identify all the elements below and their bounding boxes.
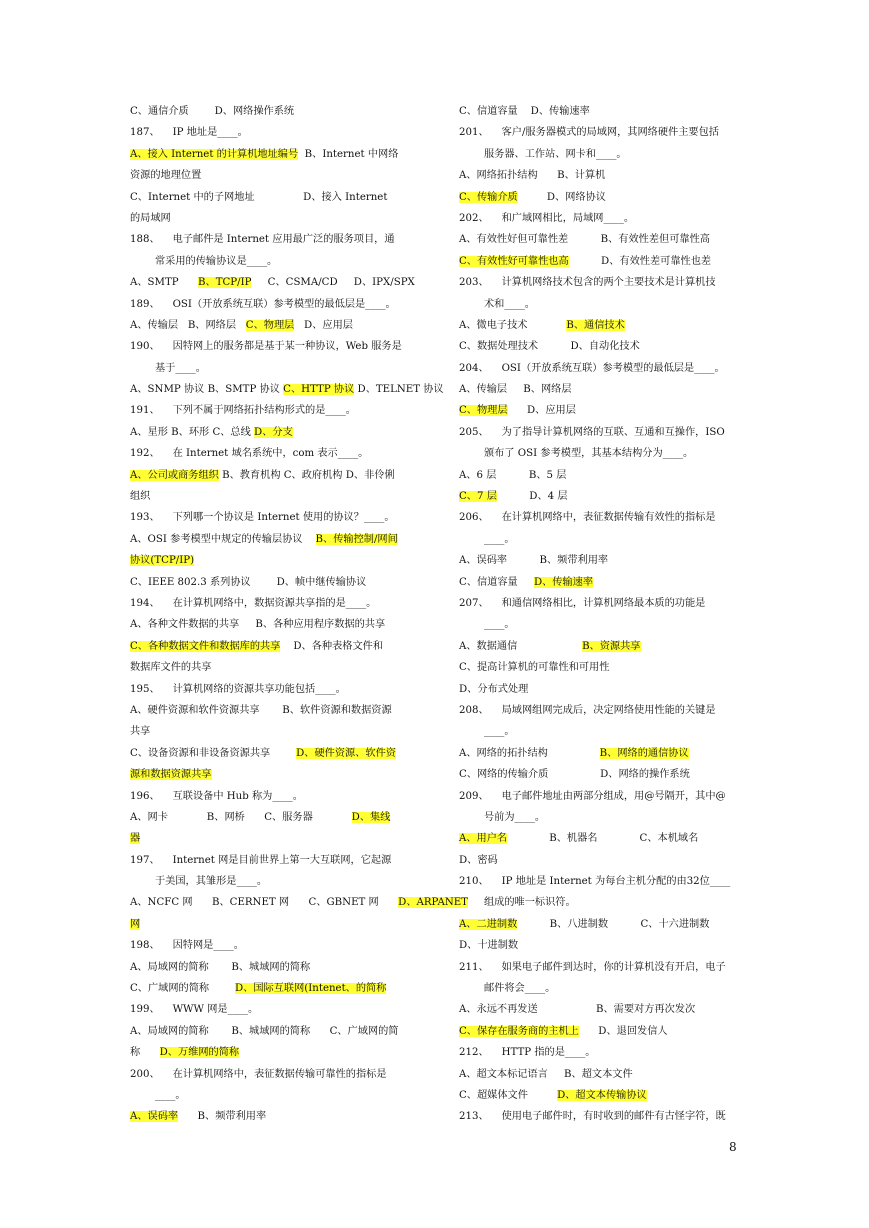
text-segment: ____。 [484,619,515,631]
text-segment: D、应用层 [507,405,576,417]
text-line [130,1042,411,1063]
text-line [130,336,411,357]
text-line [130,208,411,229]
text-line [459,957,739,978]
text-segment: C、IEEE 802.3 系列协议 D、帧中继传输协议 [130,576,367,588]
text-line [130,272,415,293]
text-line [130,422,411,443]
text-segment: A、NCFC 网 B、CERNET 网 C、GBNET 网 [130,897,399,909]
text-line [459,144,739,165]
text-line [459,379,739,400]
text-segment: 服务器、工作站、网卡和____。 [484,148,627,160]
text-line [130,465,411,486]
text-line [459,165,739,186]
text-segment: 号前为____。 [484,811,546,823]
highlighted-answer: C、有效性好可靠性也高 [459,255,569,267]
text-line [459,721,739,742]
text-segment: 193、 下列哪一个协议是 Internet 使用的协议？____。 [130,512,395,524]
text-line [459,550,739,571]
text-line [459,1106,739,1127]
highlighted-answer: B、网络的通信协议 [599,747,689,759]
text-line [130,850,411,871]
text-segment: B、频带利用率 [178,1111,267,1123]
text-segment: 的局域网 [130,212,171,224]
text-segment: 200、 在计算机网络中，表征数据传输可靠性的指标是 [130,1068,387,1080]
text-line [130,443,411,464]
text-line [459,187,739,208]
highlighted-answer: A、二进制数 [459,918,518,930]
text-line [459,101,739,122]
text-segment: C、提高计算机的可靠性和可用性 [459,662,610,674]
highlighted-answer: D、集线 [351,811,391,823]
text-segment: A、各种文件数据的共享 B、各种应用程序数据的共享 [130,619,386,631]
highlighted-answer: C、HTTP 协议 [283,384,355,396]
text-line [130,914,411,935]
text-segment: 192、 在 Internet 域名系统中，com 表示____。 [130,448,369,460]
page-number: 8 [729,1140,737,1154]
text-segment: 194、 在计算机网络中，数据资源共享指的是____。 [130,597,377,609]
text-line [459,122,739,143]
text-line [459,593,739,614]
text-segment: 199、 WWW 网是____。 [130,1004,259,1016]
text-segment: ____。 [155,1089,186,1101]
text-line [130,122,411,143]
text-line [130,315,411,336]
text-segment: 205、 为了指导计算机网络的互联、互通和互操作，ISO [459,426,725,438]
text-line [130,679,411,700]
text-segment: 邮件将会____。 [484,983,556,995]
text-line [459,999,739,1020]
text-line [130,786,411,807]
text-line [459,657,739,678]
text-line [130,721,411,742]
text-segment: 209、 电子邮件地址由两部分组成，用@号隔开，其中@ [459,790,726,802]
highlighted-answer: A、公司或商务组织 [130,469,219,481]
highlighted-answer: C、7 层 [459,491,497,503]
text-segment: A、传输层 B、网络层 [459,384,572,396]
text-segment: 198、 因特网是____。 [130,940,244,952]
text-line [459,828,739,849]
text-line [459,807,739,828]
text-segment: B、教育机构 C、政府机构 D、非伶俐 [218,469,395,481]
text-segment: 211、 如果电子邮件到达时，你的计算机没有开启，电子 [459,961,726,973]
text-line [459,914,739,935]
highlighted-answer: D、超文本传输协议 [557,1089,647,1101]
text-segment: 共享 [130,726,151,738]
highlighted-answer: A、用户名 [459,833,508,845]
text-line [459,272,739,293]
highlighted-answer: B、TCP/IP [198,277,252,289]
text-line [459,871,739,892]
text-line [459,935,739,956]
text-segment: C、数据处理技术 D、自动化技术 [459,341,640,353]
text-segment: D、各种表格文件和 [280,640,384,652]
text-line [459,465,739,486]
text-line [130,636,411,657]
text-line [459,636,739,657]
text-line [459,1064,739,1085]
text-line [130,165,411,186]
text-line [459,1085,739,1106]
text-segment: 197、 Internet 网是目前世界上第一大互联网，它起源 [130,854,392,866]
text-segment: D、密码 [459,854,498,866]
highlighted-answer: C、各种数据文件和数据库的共享 [130,640,281,652]
text-segment: D、应用层 [294,319,353,331]
text-segment: A、永远不再发送 B、需要对方再次发次 [459,1004,696,1016]
text-segment: B、机器名 C、本机域名 [507,833,699,845]
text-line [459,294,739,315]
text-segment: C、超媒体文件 [459,1089,558,1101]
text-segment: B、Internet 中网络 [298,148,399,160]
text-segment: B、八进制数 C、十六进制数 [517,918,710,930]
highlighted-answer: A、误码率 [130,1111,179,1123]
highlighted-answer: C、物理层 [245,319,295,331]
text-segment: D、十进制数 [459,940,519,952]
text-line [459,507,739,528]
text-line [459,786,739,807]
text-line [130,379,444,400]
text-segment: 213、 使用电子邮件时，有时收到的邮件有古怪字符，既 [459,1111,726,1123]
text-segment: D、分布式处理 [459,683,529,695]
text-segment: 称 [130,1047,160,1059]
text-line [459,978,739,999]
highlighted-answer: 网 [130,918,141,930]
text-line [130,144,411,165]
text-line [130,764,411,785]
text-segment: A、局域网的简称 B、城域网的简称 [130,961,311,973]
text-segment: A、硬件资源和软件资源共享 B、软件资源和数据资源 [130,704,392,716]
text-segment: 196、 互联设备中 Hub 称为____。 [130,790,303,802]
highlighted-answer: B、通信技术 [566,319,625,331]
text-segment: D、退回发信人 [578,1025,668,1037]
text-line [130,572,411,593]
text-line [130,1085,411,1106]
highlighted-answer: D、传输速率 [533,576,594,588]
text-segment: A、局域网的简称 B、城域网的简称 C、广域网的简 [130,1025,399,1037]
text-segment: 191、 下列不属于网络拓扑结构形式的是____。 [130,405,356,417]
text-line [459,892,739,913]
text-line [459,850,739,871]
text-line [130,101,411,122]
text-segment: C、Internet 中的子网地址 D、接入 Internet [130,191,388,203]
text-segment: 210、 IP 地址是 Internet 为每台主机分配的由32位____ [459,876,731,888]
text-line [459,422,739,443]
text-segment: 189、 OSI（开放系统互联）参考模型的最低层是____。 [130,298,396,310]
highlighted-answer: 器 [130,833,141,845]
text-segment: 组成的唯一标识符。 [484,897,576,909]
text-line [130,871,411,892]
highlighted-answer: D、分支 [254,426,293,438]
text-segment: A、6 层 B、5 层 [459,469,567,481]
highlighted-answer: A、接入 Internet 的计算机地址编号 [130,148,299,160]
text-segment: 常采用的传输协议是____。 [155,255,278,267]
text-segment: 188、 电子邮件是 Internet 应用最广泛的服务项目，通 [130,234,395,246]
text-segment: 颁布了 OSI 参考模型，其基本结构分为____。 [484,448,694,460]
text-line [459,358,739,379]
text-segment: A、超文本标记语言 B、超文本文件 [459,1068,633,1080]
text-segment: D、4 层 [496,491,568,503]
text-segment: A、微电子技术 [459,319,567,331]
text-segment: 术和____。 [484,298,535,310]
text-segment: D、网络协议 [517,191,606,203]
text-line [459,400,739,421]
text-line [459,679,739,700]
text-segment: A、OSI 参考模型中规定的传输层协议 [130,533,316,545]
text-line [459,743,739,764]
text-segment: A、误码率 B、频带利用率 [459,555,609,567]
text-segment: 基于____。 [155,362,206,374]
text-line [130,529,411,550]
text-segment: A、SNMP 协议 B、SMTP 协议 [130,384,284,396]
text-line [130,229,411,250]
text-segment: 于美国，其雏形是____。 [155,876,268,888]
text-line [459,1042,739,1063]
highlighted-answer: C、传输介质 [459,191,518,203]
text-line [130,892,468,913]
highlighted-answer: D、万维网的简称 [159,1047,240,1059]
text-line [130,486,411,507]
text-line [130,828,411,849]
text-line [459,764,739,785]
text-segment: ____。 [484,726,515,738]
text-segment: 数据库文件的共享 [130,662,212,674]
text-line [130,1106,411,1127]
left-column [130,101,468,1128]
text-segment: ____。 [484,533,515,545]
text-segment: C、信道容量 D、传输速率 [459,106,590,117]
text-segment: C、设备资源和非设备资源共享 [130,747,297,759]
highlighted-answer: B、传输控制/网间 [315,533,398,545]
text-line [130,999,411,1020]
text-segment: 195、 计算机网络的资源共享功能包括____。 [130,683,346,695]
text-segment: 187、 IP 地址是____。 [130,127,248,139]
text-segment: A、SMTP [130,277,199,289]
text-segment: 207、 和通信网络相比，计算机网络最本质的功能是 [459,597,706,609]
text-segment: 204、 OSI（开放系统互联）参考模型的最低层是____。 [459,362,725,374]
text-line [130,657,411,678]
text-line [459,443,739,464]
text-line [130,507,411,528]
text-line [459,251,739,272]
text-segment: A、星形 B、环形 C、总线 [130,426,255,438]
text-line [130,400,411,421]
text-line [130,358,411,379]
highlighted-answer: C、物理层 [459,405,508,417]
text-segment: A、有效性好但可靠性差 B、有效性差但可靠性高 [459,234,710,246]
text-line [130,1064,411,1085]
text-line [130,978,411,999]
text-segment: 206、 在计算机网络中，表征数据传输有效性的指标是 [459,512,716,524]
text-line [130,935,411,956]
text-segment: 资源的地理位置 [130,170,202,182]
text-line [459,336,739,357]
text-line [459,572,739,593]
text-line [130,743,411,764]
text-line [130,187,411,208]
text-line [459,1021,739,1042]
highlighted-answer: C、保存在服务商的主机上 [459,1025,579,1037]
text-segment: D、TELNET 协议 [354,384,444,396]
text-segment: 202、 和广域网相比，局域网____。 [459,212,635,224]
text-line [130,251,411,272]
text-segment: 组织 [130,491,151,503]
text-segment: C、网络的传输介质 D、网络的操作系统 [459,769,690,781]
right-column [459,101,739,1128]
text-line [459,486,739,507]
text-segment: 212、 HTTP 指的是____。 [459,1047,596,1059]
text-segment: 190、 因特网上的服务都是基于某一种协议，Web 服务是 [130,341,402,353]
text-segment: D、有效性差可靠性也差 [568,255,712,267]
text-segment: 201、 客户/服务器模式的局域网，其网络硬件主要包括 [459,127,719,139]
text-line [130,294,411,315]
text-line [130,807,411,828]
text-line [130,550,411,571]
text-segment: A、传输层 B、网络层 [130,319,246,331]
text-line [459,700,739,721]
text-line [130,593,411,614]
highlighted-answer: D、国际互联网(Intenet、的简称 [235,983,387,995]
text-line [130,614,411,635]
text-segment: A、网卡 B、网桥 C、服务器 [130,811,352,823]
text-line [130,1021,411,1042]
text-line [459,315,739,336]
text-segment: A、网络拓扑结构 B、计算机 [459,170,606,182]
text-segment: 208、 局域网组网完成后，决定网络使用性能的关键是 [459,704,716,716]
text-line [459,229,739,250]
text-segment: C、信道容量 [459,576,534,588]
highlighted-answer: 源和数据资源共享 [130,769,212,781]
text-segment: A、网络的拓扑结构 [459,747,600,759]
highlighted-answer: B、资源共享 [582,640,641,652]
text-line [459,529,739,550]
text-line [130,700,411,721]
text-segment: A、数据通信 [459,640,583,652]
text-line [130,957,411,978]
text-segment: C、CSMA/CD D、IPX/SPX [251,277,415,289]
highlighted-answer: 协议(TCP/IP) [130,555,195,567]
text-segment: C、通信介质 D、网络操作系统 [130,106,295,117]
text-line [459,614,739,635]
highlighted-answer: D、ARPANET [398,897,468,909]
text-segment: 203、 计算机网络技术包含的两个主要技术是计算机技 [459,277,716,289]
highlighted-answer: D、硬件资源、软件资 [296,747,396,759]
text-line [459,208,739,229]
text-segment: C、广域网的简称 [130,983,236,995]
